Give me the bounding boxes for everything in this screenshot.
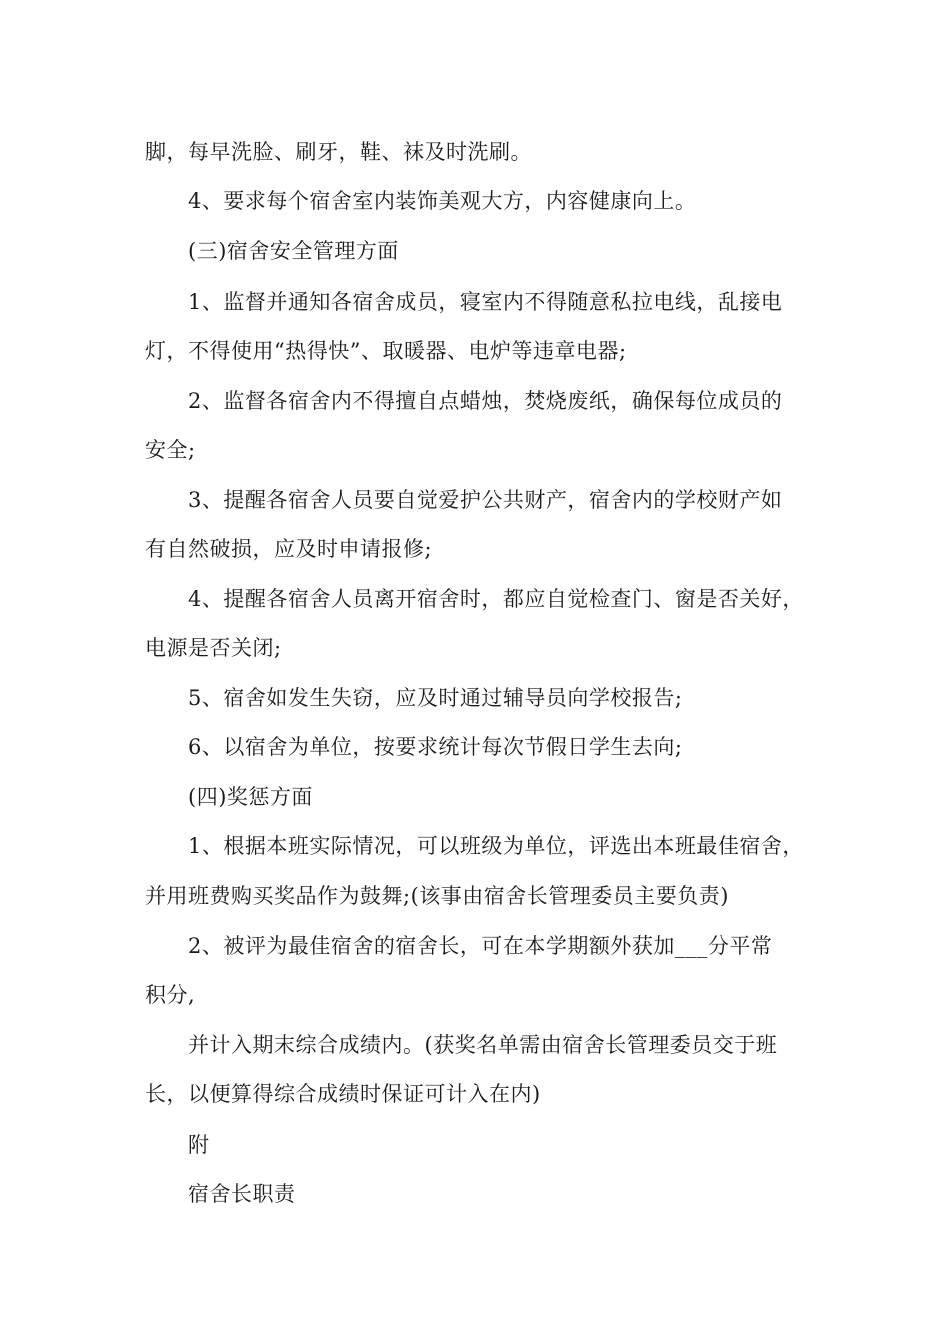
paragraph-line: 长，以便算得综合成绩时保证可计入在内) <box>145 1082 541 1106</box>
paragraph-line: 3、提醒各宿舍人员要自觉爱护公共财产，宿舍内的学校财产如 <box>188 488 783 512</box>
appendix-label: 附 <box>188 1133 210 1157</box>
paragraph-line: 有自然破损，应及时申请报修; <box>145 537 433 561</box>
paragraph-line: 并计入期末综合成绩内。(获奖名单需由宿舍长管理委员交于班 <box>188 1033 778 1057</box>
paragraph-line: 6、以宿舍为单位，按要求统计每次节假日学生去向; <box>188 735 683 759</box>
paragraph-line: 1、根据本班实际情况，可以班级为单位，评选出本班最佳宿舍， <box>188 834 804 858</box>
section-heading: (三)宿舍安全管理方面 <box>188 239 399 263</box>
paragraph-line: 2、被评为最佳宿舍的宿舍长，可在本学期额外获加___分平常 <box>188 934 773 958</box>
appendix-title: 宿舍长职责 <box>188 1182 296 1206</box>
paragraph-line: 2、监督各宿舍内不得擅自点蜡烛，焚烧废纸，确保每位成员的 <box>188 389 783 413</box>
paragraph-line: 灯，不得使用“热得快”、取暖器、电炉等违章电器; <box>145 339 627 363</box>
paragraph-line: 安全; <box>145 438 196 462</box>
paragraph-line: 并用班费购买奖品作为鼓舞;(该事由宿舍长管理委员主要负责) <box>145 884 729 908</box>
paragraph-line: 积分, <box>145 983 196 1007</box>
paragraph-line: 4、要求每个宿舍室内装饰美观大方，内容健康向上。 <box>188 189 697 213</box>
paragraph-line: 5、宿舍如发生失窃，应及时通过辅导员向学校报告; <box>188 686 683 710</box>
paragraph-line: 脚，每早洗脸、刷牙，鞋、袜及时洗刷。 <box>145 140 532 164</box>
section-heading: (四)奖惩方面 <box>188 785 313 809</box>
paragraph-line: 1、监督并通知各宿舍成员，寝室内不得随意私拉电线，乱接电 <box>188 290 783 314</box>
paragraph-line: 电源是否关闭; <box>145 636 282 660</box>
paragraph-line: 4、提醒各宿舍人员离开宿舍时，都应自觉检查门、窗是否关好， <box>188 587 804 611</box>
